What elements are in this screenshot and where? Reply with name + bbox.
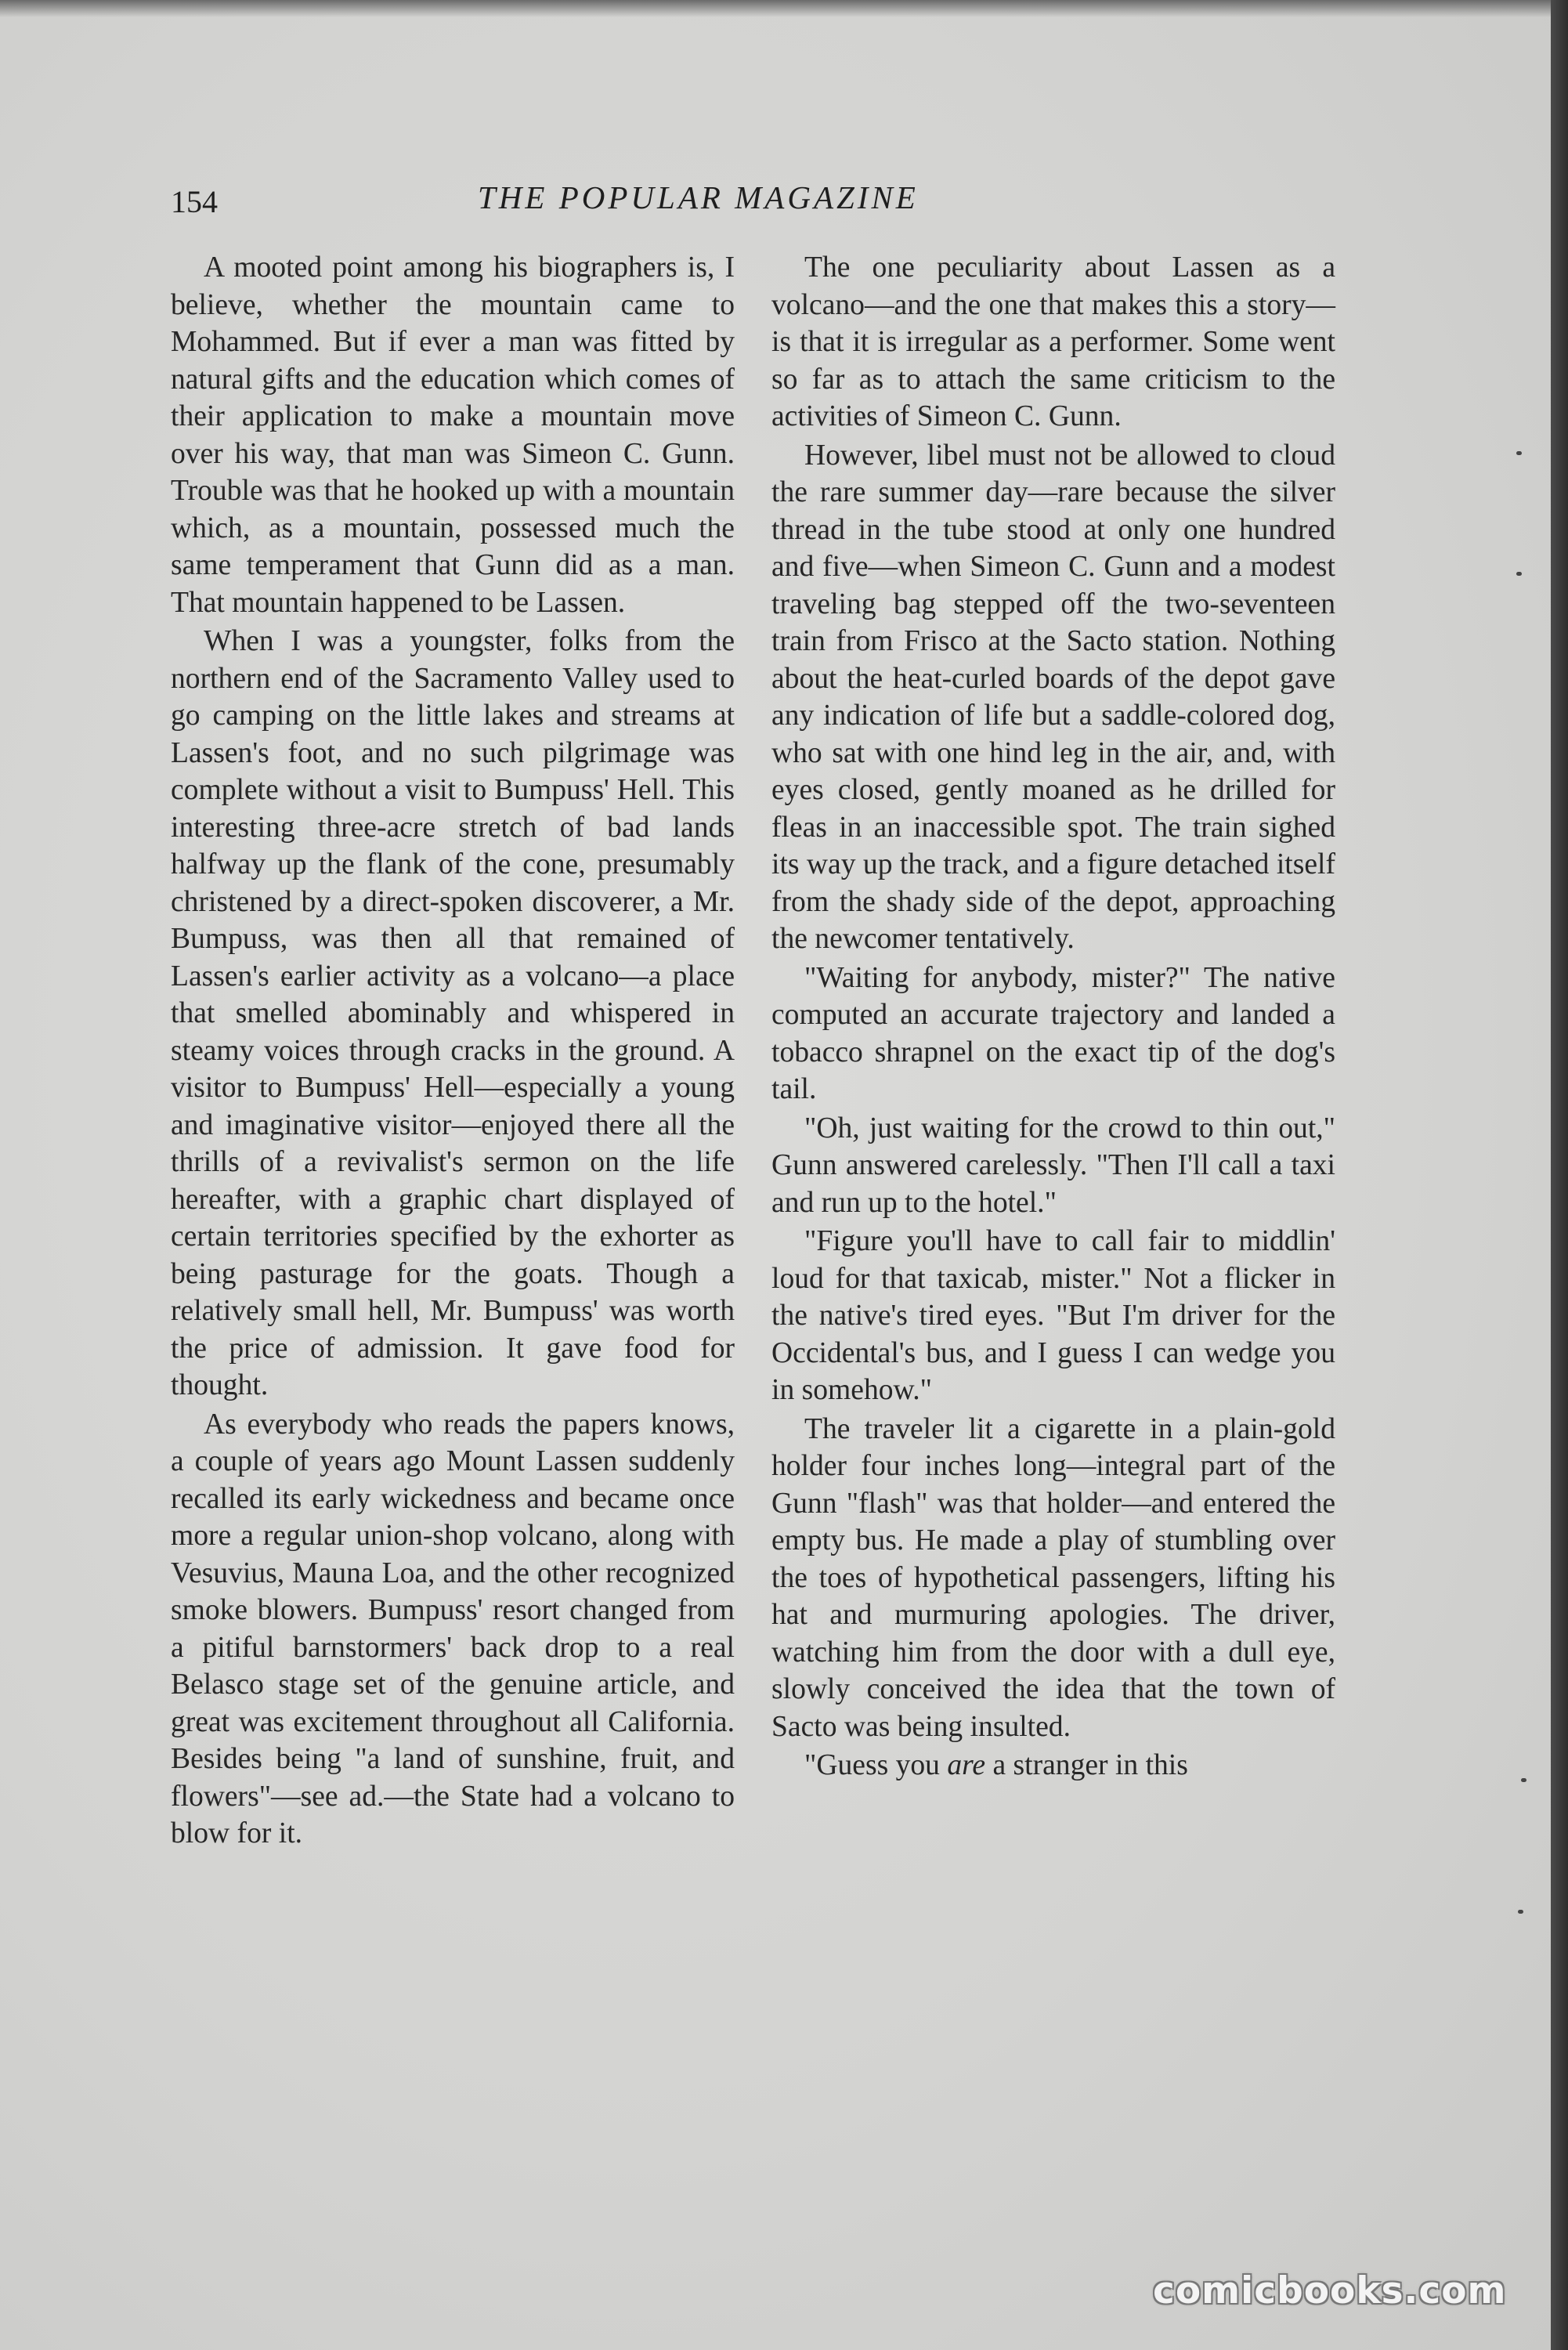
- paragraph: "Waiting for anybody, mister?" The native computed an accurate trajectory and landed a tobacco shrapnel on the exact tip of the dog's tail.: [771, 961, 1335, 1105]
- page-header: [0, 179, 1551, 226]
- paragraph: However, libel must not be allowed to cloud the rare summer day—rare because the silver thread in the tube stood at only one hundred and five—when Simeon C. Gunn and a modest traveling bag stepped off the two-seventeen train from Frisco at the Sacto station. Nothing about the heat-curled boards of the depot gave any indication of life but a saddle-colored dog, who sat with one hind leg in the air, and, with eyes closed, gently moaned as he drilled for fleas in an inaccessible spot. The train sighed its way up the track, and a figure detached itself from the shady side of the depot, approaching the newcomer tentatively.: [771, 439, 1335, 955]
- page-speck: [1516, 572, 1522, 576]
- page-speck: [1516, 451, 1522, 455]
- scan-edge: [1551, 0, 1568, 2350]
- paragraph: "Figure you'll have to call fair to middlin' loud for that taxicab, mister." Not a flicker in the native's tired eyes. "But I'm driver for the Occidental's bus, and I guess I can wedge you in somehow.": [771, 1225, 1335, 1406]
- paragraph: The one peculiarity about Lassen as a volcano—and the one that makes this a story—is that it is irregular as a performer. Some went so far as to attach the same criticism to the activities of Simeon C. Gunn.: [771, 251, 1335, 432]
- page-number: 154: [171, 184, 218, 219]
- text-run: "Guess you: [804, 1749, 948, 1781]
- paragraph: "Oh, just waiting for the crowd to thin out," Gunn answered carelessly. "Then I'll call a taxi and run up to the hotel.": [771, 1112, 1335, 1219]
- page-speck: [1521, 1778, 1526, 1782]
- paragraph: A mooted point among his biographers is, I believe, whether the mountain came to Mohammed. But if ever a man was fitted by natural gifts and the education which comes of their application to make a mountain move over his way, that man was Simeon C. Gunn. Trouble was that he hooked up with a mountain which, as a mountain, possessed much the same temperament that Gunn did as a man. That mountain happened to be Lassen.: [171, 251, 735, 619]
- paragraph: The traveler lit a cigarette in a plain-gold holder four inches long—integral part of the Gunn "flash" was that holder—and entered the empty bus. He made a play of stumbling over the toes of hypothetical passengers, lifting his hat and murmuring apologies. The driver, watching him from the door with a dull eye, slowly conceived the idea that the town of Sacto was being insulted.: [771, 1412, 1335, 1743]
- page-speck: [1518, 1910, 1523, 1914]
- text-run: a stranger in this: [985, 1749, 1188, 1781]
- page-top-shadow: [0, 0, 1551, 17]
- right-column: [771, 249, 1335, 1786]
- paragraph: As everybody who reads the papers knows, a couple of years ago Mount Lassen suddenly recalled its early wickedness and became once more a regular union-shop volcano, along with Vesuvius, Mauna Loa, and the other recognized smoke blowers. Bumpuss' resort changed from a pitiful barnstormers' back drop to a real Belasco stage set of the genuine article, and great was excitement throughout all California. Besides being "a land of sunshine, fruit, and flowers"—see ad.—the State had a volcano to blow for it.: [171, 1408, 735, 1849]
- emphasis-text: are: [947, 1749, 986, 1781]
- paragraph-continued: [771, 1747, 1335, 1784]
- left-column: [171, 249, 735, 1854]
- watermark-text: comicbooks.com: [1153, 2269, 1507, 2312]
- paragraph: When I was a youngster, folks from the northern end of the Sacramento Valley used to go camping on the little lakes and streams at Lassen's foot, and no such pilgrimage was complete without a visit to Bumpuss' Hell. This interesting three-acre stretch of bad lands halfway up the flank of the cone, presumably christened by a direct-spoken discoverer, a Mr. Bumpuss, was then all that remained of Lassen's earlier activity as a volcano—a place that smelled abominably and whispered in steamy voices through cracks in the ground. A visitor to Bumpuss' Hell—especially a young and imaginative visitor—enjoyed there all the thrills of a revivalist's sermon on the life hereafter, with a graphic chart displayed of certain territories specified by the exhorter as being pasturage for the goats. Though a relatively small hell, Mr. Bumpuss' was worth the price of admission. It gave food for thought.: [171, 625, 735, 1401]
- running-title: THE POPULAR MAGAZINE: [478, 179, 919, 215]
